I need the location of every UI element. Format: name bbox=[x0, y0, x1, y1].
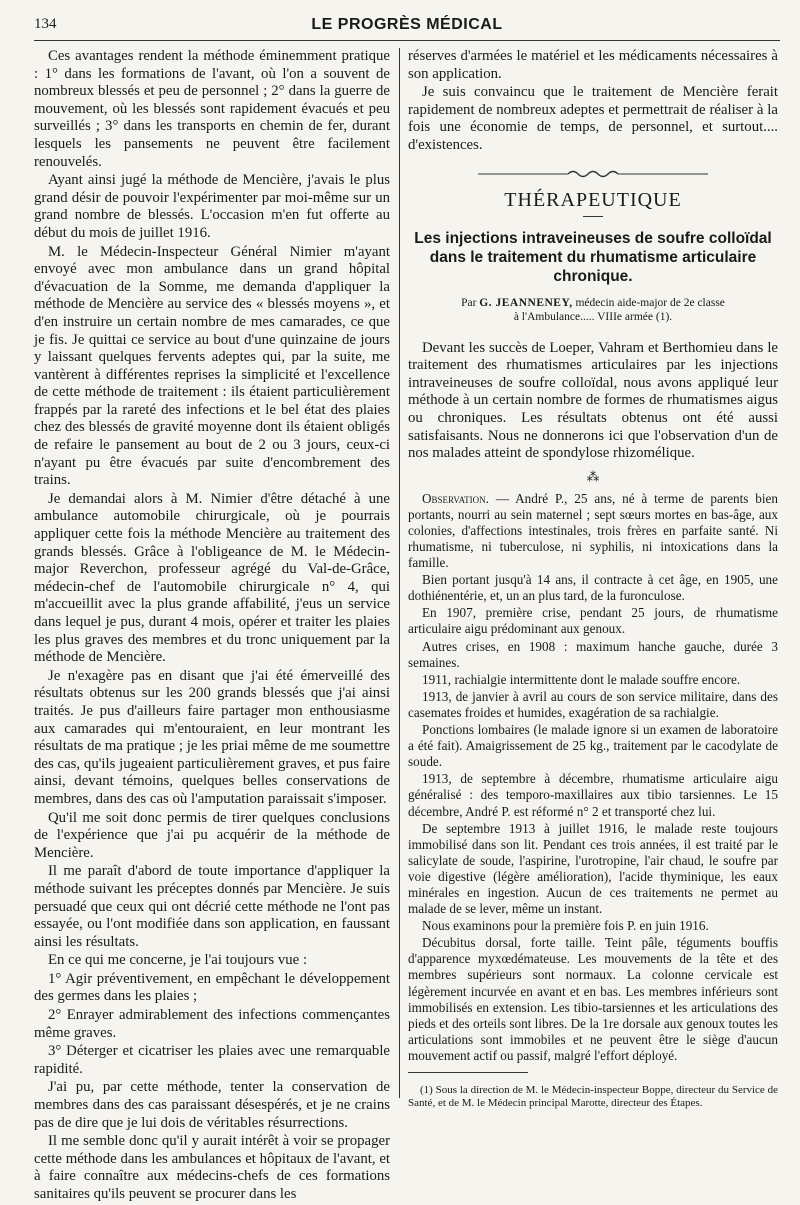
asterism: ⁂ bbox=[586, 468, 600, 484]
observation-paragraph: 1913, de janvier à avril au cours de son service militaire, dans des casemates froides et humides, exagération de sa rachialgie. bbox=[408, 688, 778, 720]
paragraph: réserves d'armées le matériel et les médicaments nécessaires à son application. bbox=[408, 48, 778, 82]
byline-prefix: Par bbox=[461, 296, 477, 309]
right-column bbox=[408, 48, 778, 1121]
observation-label: Observation. bbox=[422, 490, 489, 506]
article-title: Les injections intraveineuses de soufre colloïdal dans le traitement du rhumatisme articulaire chronique. bbox=[414, 229, 772, 285]
paragraph: Je demandai alors à M. Nimier d'être détaché à une ambulance automobile chirurgicale, où je pourrais appliquer cette fois la méthode Mencière au traitement des grands blessés. Grâce à l'obligeance de M. le Médecin-major Reverchon, professeur agrégé du Val-de-Grâce, médecin-chef de l'automobile chirurgicale n° 4, qui m'accueillit avec la plus grande affabilité, j'eus un service dans lequel je pus, durant 4 mois, opérer et traiter les plaies les plus graves des membres et du tronc uniquement par la méthode de Mencière. bbox=[34, 490, 390, 666]
paragraph: Qu'il me soit donc permis de tirer quelques conclusions de l'expérience que j'ai pu acquérir de la méthode de Mencière. bbox=[34, 809, 390, 861]
section-title: THÉRAPEUTIQUE bbox=[504, 188, 682, 211]
paragraph: Je n'exagère pas en disant que j'ai été émerveillé des résultats obtenus sur les 200 grands blessés que j'ai ainsi traités. Je pus d'ailleurs faire partager mon enthousiasme aux camarades qui m'entouraient, en leur montrant les résultats de ma pratique ; je les priai même de me soumettre des cas, qu'ils jugeaient particulièrement graves, et pus faire ainsi, devant témoins, quelques belles conservations de membres, dans des cas où l'amputation paraissait s'imposer. bbox=[34, 667, 390, 807]
author-affiliation: médecin aide-major de 2e classe bbox=[575, 296, 725, 309]
footnote: (1) Sous la direction de M. le Médecin-inspecteur Boppe, directeur du Service de Santé, et de M. le Médecin principal Marotte, directeur des Étapes. bbox=[408, 1084, 778, 1109]
column-divider bbox=[399, 48, 400, 1098]
observation-paragraph: Autres crises, en 1908 : maximum hanche gauche, durée 3 semaines. bbox=[408, 638, 778, 670]
observation-paragraph: 1911, rachialgie intermittente dont le malade souffre encore. bbox=[422, 671, 741, 687]
list-item: 2° Enrayer admirablement des infections commençantes même graves. bbox=[34, 1007, 390, 1041]
observation-paragraph: En 1907, première crise, pendant 25 jours, de rhumatisme articulaire aigu prédominant aux genoux. bbox=[408, 605, 778, 637]
byline bbox=[408, 296, 778, 324]
paragraph: Ayant ainsi jugé la méthode de Mencière, j'avais le plus grand désir de pouvoir l'expérimenter par moi-même sur un grand nombre de blessés. L'occasion m'en fut offerte au début du mois de juillet 1916. bbox=[34, 172, 390, 241]
author-name: G. JEANNENEY, bbox=[479, 296, 573, 309]
footnote-divider bbox=[408, 1072, 528, 1073]
observation-paragraph: Bien portant jusqu'à 14 ans, il contracte à cet âge, en 1905, une dothiénentérie, et, un an plus tard, de la furonculose. bbox=[408, 572, 778, 604]
observation-paragraph: Décubitus dorsal, forte taille. Teint pâle, téguments bouffis d'apparence myxœdémateuse. Les mouvements de la tête et des membres supérieurs sont normaux. La colonne cervicale est légèrement incurvée en avant et en bas. Les membres inférieurs sont immobilisés en extension. Les tibio-tarsiennes et les articulations des pieds et des orteils sont libres. De la 1re dorsale aux genoux toutes les articulations sont immobiles et ne peuvent être le siège d'aucun mouvement actif ou passif, malgré l'effort déployé. bbox=[408, 935, 778, 1063]
ornament-divider bbox=[408, 167, 778, 179]
flourish-rule-icon bbox=[408, 168, 778, 180]
observation-paragraph: Ponctions lombaires (le malade ignore si un examen de laboratoire a été fait). Amaigrissement de 25 kg., traitement par le cacodylate de soude. bbox=[408, 722, 778, 770]
observation-paragraph: 1913, de septembre à décembre, rhumatisme articulaire aigu généralisé : des temporo-maxillaires aux tibio tarsiennes. Le 15 décembre, André P. est réformé n° 2 et transporté chez lui. bbox=[408, 771, 778, 819]
divider bbox=[583, 216, 603, 217]
paragraph: Il me semble donc qu'il y aurait intérêt à voir se propager cette méthode dans les ambulances et hôpitaux de l'avant, et à faire connaître aux médecins-chefs de ces formations sanitaires qu'ils peuvent se procurer dans les bbox=[34, 1133, 390, 1202]
page-number: 134 bbox=[34, 16, 57, 32]
paragraph: Il me paraît d'abord de toute importance d'appliquer la méthode suivant les préceptes donnés par Mencière. Je suis persuadé que ceux qui ont décrié cette méthode ne l'ont pas essayée, ou l'ont modifiée dans son application, en faussant ainsi les résultats. bbox=[34, 863, 390, 950]
paragraph: M. le Médecin-Inspecteur Général Nimier m'ayant envoyé avec mon ambulance dans un grand hôpital d'évacuation de la Somme, me demanda d'appliquer la méthode de Mencière au service des « blessés moyens », et d'en instruire un certain nombre de mes camarades, ce que je fis. Je quittai ce service au bout d'une quinzaine de jours y laissant quelques fervents adeptes qui, par la suite, me vantèrent à différentes reprises la simplicité et l'excellence de cette méthode de traitement : ils étaient particulièrement frappés par la rareté des infections et le bel état des plaies chez des blessés de gravité moyenne dont ils étaient obligés de refaire le pansement au bout de 2 ou 3 jours, ceux-ci n'ayant pu être évacués par suite d'encombrement des trains. bbox=[34, 243, 390, 489]
paragraph: Ces avantages rendent la méthode éminemment pratique : 1° dans les formations de l'avant, où l'on a souvent de nombreux blessés et peu de personnel ; 2° dans la guerre de mouvement, où les blessés sont rapidement évacués et peu surveillés ; 3° dans les transports en chemin de fer, durant lesquels les pansements ne peuvent être facilement renouvelés. bbox=[34, 48, 390, 170]
paragraph: J'ai pu, par cette méthode, tenter la conservation de membres dans des cas paraissant désespérés, et je ne crains pas de dire que je lui dois de véritables résurrections. bbox=[34, 1079, 390, 1131]
list-item: 3° Déterger et cicatriser les plaies avec une remarquable rapidité. bbox=[34, 1043, 390, 1077]
paragraph: Je suis convaincu que le traitement de Mencière ferait rapidement de nombreux adeptes et permettrait de réaliser à la fois une économie de temps, de personnel, et surtout.... d'existences. bbox=[408, 84, 778, 153]
journal-title: LE PROGRÈS MÉDICAL bbox=[311, 16, 503, 33]
page-header bbox=[34, 16, 780, 41]
paragraph: En ce qui me concerne, je l'ai toujours vue : bbox=[48, 952, 308, 969]
list-item: 1° Agir préventivement, en empêchant le développement des germes dans les plaies ; bbox=[34, 970, 390, 1005]
observation-text: — André P., 25 ans, né à terme de parents bien portants, nourri au sein maternel ; sept sœurs mortes en bas-âge, aux colonies, d'affections intestinales, trois frères en parfaite santé. Ni rhumatisme, ni tuberculose, ni syphilis, ni intoxications dans la famille. bbox=[408, 490, 779, 571]
observation-paragraph: De septembre 1913 à juillet 1916, le malade reste toujours immobilisé dans son lit. Pendant ces trois années, il est traité par le salicylate de soude, l'aspirine, l'urotropine, l'air chaud, le soufre par voie digestive (légère amélioration), l'acide thyminique, les eaux minérales en ingestion. Aucun de ces traitements ne permet au malade de se lever, même un instant. bbox=[408, 820, 778, 917]
observation-paragraph bbox=[408, 491, 778, 571]
author-affiliation-unit: à l'Ambulance..... VIIIe armée (1). bbox=[513, 310, 673, 323]
intro-paragraph: Devant les succès de Loeper, Vahram et Berthomieu dans le traitement des rhumatismes articulaires par les injections intraveineuses de soufre colloïdal, nous avons appliqué leur méthode à un certain nombre de formes de rhumatismes aigus ou chroniques. Les résultats obtenus ont été aussi satisfaisants. Nous ne donnerons ici que l'observation d'un de nos malades atteint de spondylose rhizomélique. bbox=[408, 339, 778, 462]
left-column bbox=[34, 48, 390, 1205]
observation-paragraph: Nous examinons pour la première fois P. en juin 1916. bbox=[422, 918, 709, 934]
